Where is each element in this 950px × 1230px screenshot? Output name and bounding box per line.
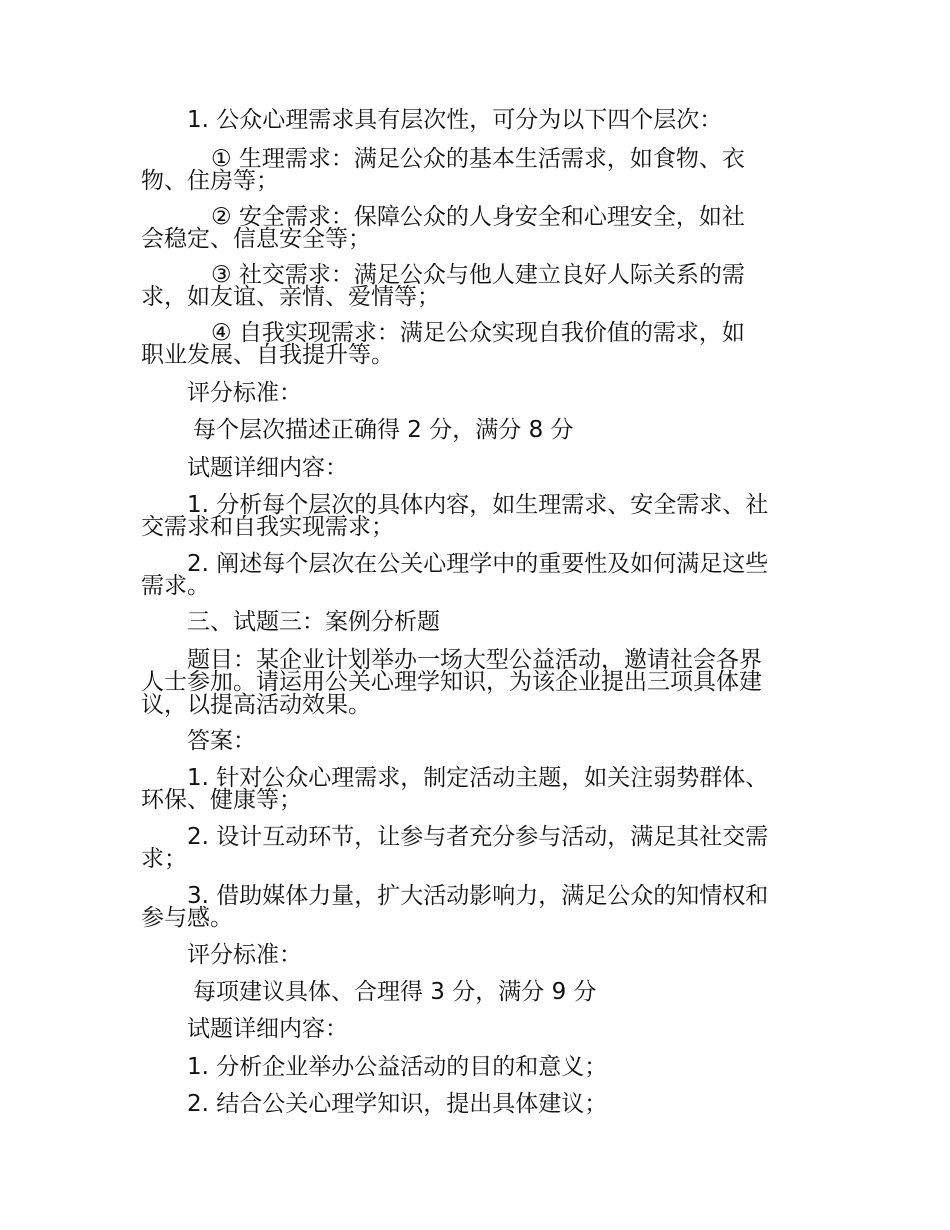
text-line: 2. 结合公关心理学知识，提出具体建议； — [187, 1091, 608, 1117]
text-line: 题目：某企业计划举办一场大型公益活动，邀请社会各界 — [187, 647, 762, 673]
text-line: ① 生理需求：满足公众的基本生活需求，如食物、衣 — [211, 146, 745, 172]
section-label: 试题详细内容： — [187, 1016, 348, 1042]
text-line: 议，以提高活动效果。 — [141, 692, 371, 718]
section-label: 评分标准： — [187, 380, 302, 406]
text-line: 需求。 — [141, 573, 210, 599]
text-line: ④ 自我实现需求：满足公众实现自我价值的需求，如 — [211, 320, 745, 346]
text-line: 参与感。 — [141, 905, 233, 931]
text-line: 求； — [141, 846, 187, 872]
text-line: 1. 分析企业举办公益活动的目的和意义； — [187, 1054, 608, 1080]
text-line: 人士参加。请运用公关心理学知识，为该企业提出三项具体建 — [141, 669, 762, 695]
section-label: 答案： — [187, 728, 256, 754]
text-line: 2. 阐述每个层次在公关心理学中的重要性及如何满足这些 — [187, 551, 769, 577]
text-line: 2. 设计互动环节，让参与者充分参与活动，满足其社交需 — [187, 824, 769, 850]
section-label: 评分标准： — [187, 942, 302, 968]
text-line: ② 安全需求：保障公众的人身安全和心理安全，如社 — [211, 204, 745, 230]
text-line: 会稳定、信息安全等； — [141, 226, 371, 252]
text-line: 物、住房等； — [141, 168, 279, 194]
text-line: 交需求和自我实现需求； — [141, 514, 394, 540]
text-line: 每个层次描述正确得 2 分，满分 8 分 — [193, 417, 574, 443]
text-line: 1. 分析每个层次的具体内容，如生理需求、安全需求、社 — [187, 492, 769, 518]
text-line: ③ 社交需求：满足公众与他人建立良好人际关系的需 — [211, 262, 745, 288]
text-line: 1. 公众心理需求具有层次性，可分为以下四个层次： — [187, 107, 723, 133]
text-line: 环保、健康等； — [141, 787, 302, 813]
text-line: 求，如友谊、亲情、爱情等； — [141, 284, 440, 310]
text-line: 1. 针对公众心理需求，制定活动主题，如关注弱势群体、 — [187, 765, 769, 791]
text-line: 每项建议具体、合理得 3 分，满分 9 分 — [193, 979, 597, 1005]
text-line: 职业发展、自我提升等。 — [141, 342, 394, 368]
section-heading: 三、试题三：案例分析题 — [187, 609, 440, 635]
text-line: 3. 借助媒体力量，扩大活动影响力，满足公众的知情权和 — [187, 883, 769, 909]
section-label: 试题详细内容： — [187, 455, 348, 481]
